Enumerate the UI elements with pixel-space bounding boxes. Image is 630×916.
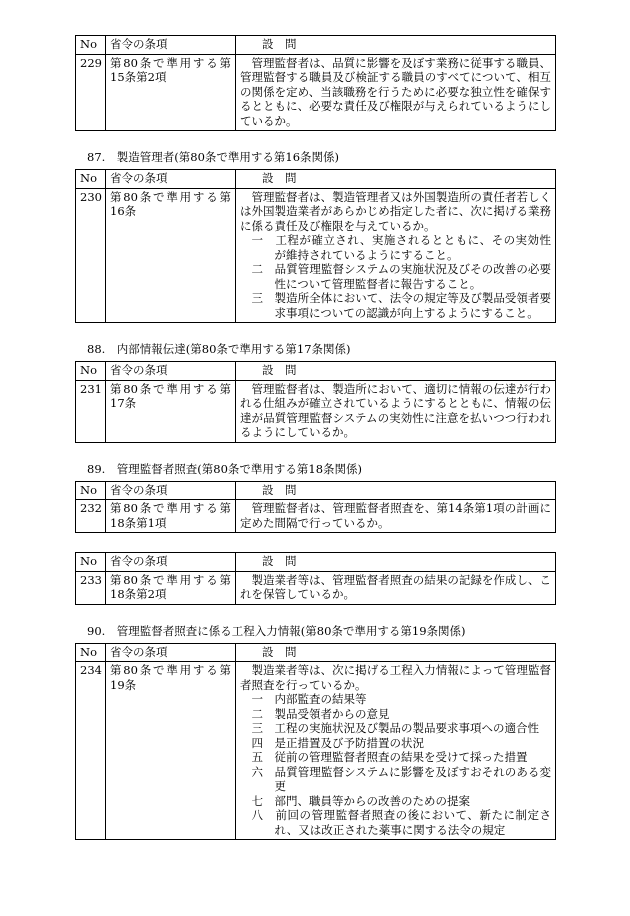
question-table	[75, 35, 556, 131]
question-cell	[236, 188, 556, 323]
question-list-item: 一 内部監査の結果等	[251, 692, 367, 706]
table-row	[76, 571, 556, 604]
question-table	[75, 361, 556, 443]
row-number: 232	[76, 500, 106, 533]
column-header-question: 設 問	[236, 481, 556, 500]
provision-cell: 第80条で準用する第19条	[106, 662, 236, 840]
section-heading: 88. 内部情報伝達(第80条で準用する第17条関係)	[87, 342, 351, 356]
provision-cell: 第80条で準用する第16条	[106, 188, 236, 323]
column-header-question: 設 問	[236, 170, 556, 189]
column-header-no: No	[76, 36, 106, 55]
column-header-question: 設 問	[236, 553, 556, 572]
column-header-question: 設 問	[236, 643, 556, 662]
column-header-provision: 省令の条項	[106, 643, 236, 662]
question-list-item: 四 是正措置及び予防措置の状況	[251, 735, 424, 750]
question-paragraph: 管理監督者は、製造所において、適切に情報の伝達が行われる仕組みが確立されているようにするとともに、情報の伝達が品質管理監督システムの実効性に注意を払いつつ行われるようにしているか。	[240, 381, 551, 439]
question-paragraph: 管理監督者は、管理監督者照査を、第14条第1項の計画に定めた間隔で行っているか。	[240, 501, 551, 530]
section-heading: 90. 管理監督者照査に係る工程入力情報(第80条で準用する第19条関係)	[87, 623, 466, 638]
table-row	[76, 500, 556, 533]
question-cell	[236, 380, 556, 442]
question-cell	[236, 54, 556, 131]
table-row	[76, 54, 556, 131]
section-heading: 87. 製造管理者(第80条で準用する第16条関係)	[87, 150, 340, 164]
question-list-item: 六 品質管理監督システムに影響を及ぼすおそれのある変更	[251, 764, 551, 793]
column-header-no: No	[76, 170, 106, 189]
table-header-row	[76, 643, 556, 662]
column-header-no: No	[76, 553, 106, 572]
row-number: 230	[76, 188, 106, 323]
table-row	[76, 662, 556, 840]
table-header-row	[76, 362, 556, 381]
question-list-item: 二 製品受領者からの意見	[251, 706, 390, 721]
question-table	[75, 481, 556, 534]
section-heading: 89. 管理監督者照査(第80条で準用する第18条関係)	[87, 461, 363, 476]
column-header-provision: 省令の条項	[106, 170, 236, 189]
table-row	[76, 188, 556, 323]
question-list-item: 三 工程の実施状況及び製品の製品要求事項への適合性	[251, 721, 539, 735]
provision-cell: 第80条で準用する第18条第2項	[106, 571, 236, 604]
row-number: 231	[76, 380, 106, 442]
column-header-provision: 省令の条項	[106, 36, 236, 55]
column-header-question: 設 問	[236, 36, 556, 55]
question-list-item: 七 部門、職員等からの改善のための提案	[251, 793, 470, 808]
column-header-no: No	[76, 481, 106, 500]
question-table	[75, 169, 556, 323]
column-header-no: No	[76, 643, 106, 662]
column-header-provision: 省令の条項	[106, 481, 236, 500]
question-list-item: 五 従前の管理監督者照査の結果を受けて採った措置	[251, 750, 528, 764]
question-cell	[236, 571, 556, 604]
question-table	[75, 643, 556, 841]
row-number: 234	[76, 662, 106, 840]
question-list-item: 三 製造所全体において、法令の規定等及び製品受領者要求事項についての認識が向上するようにすること。	[251, 291, 551, 320]
question-list-item: 一 工程が確立され、実施されるとともに、その実効性が維持されているようにすること。	[251, 233, 551, 262]
question-cell	[236, 500, 556, 533]
question-paragraph: 製造業者等は、管理監督者照査の結果の記録を作成し、これを保管しているか。	[240, 572, 551, 601]
question-cell	[236, 662, 556, 840]
column-header-provision: 省令の条項	[106, 362, 236, 381]
row-number: 233	[76, 571, 106, 604]
provision-cell: 第80条で準用する第18条第1項	[106, 500, 236, 533]
table-header-row	[76, 170, 556, 189]
table-header-row	[76, 36, 556, 55]
provision-cell: 第80条で準用する第15条第2項	[106, 54, 236, 131]
table-header-row	[76, 553, 556, 572]
question-paragraph: 製造業者等は、次に掲げる工程入力情報によって管理監督者照査を行っているか。	[240, 663, 551, 692]
question-paragraph: 管理監督者は、品質に影響を及ぼす業務に従事する職員、管理監督する職員及び検証する職員のすべてについて、相互の関係を定め、当該職務を行うために必要な独立性を確保するとともに、必要な責任及び権限が与えられているようにしているか。	[240, 55, 551, 128]
provision-cell: 第80条で準用する第17条	[106, 380, 236, 442]
column-header-provision: 省令の条項	[106, 553, 236, 572]
question-paragraph: 管理監督者は、製造管理者又は外国製造所の責任者若しくは外国製造業者があらかじめ指定した者に、次に掲げる業務に係る責任及び権限を与えているか。	[240, 189, 551, 233]
table-row	[76, 380, 556, 442]
column-header-no: No	[76, 362, 106, 381]
question-list-item: 八 前回の管理監督者照査の後において、新たに制定され、又は改正された薬事に関する法令の規定	[251, 808, 551, 837]
column-header-question: 設 問	[236, 362, 556, 381]
question-table	[75, 552, 556, 605]
row-number: 229	[76, 54, 106, 131]
question-list-item: 二 品質管理監督システムの実施状況及びその改善の必要性について管理監督者に報告すること。	[251, 262, 551, 291]
table-header-row	[76, 481, 556, 500]
